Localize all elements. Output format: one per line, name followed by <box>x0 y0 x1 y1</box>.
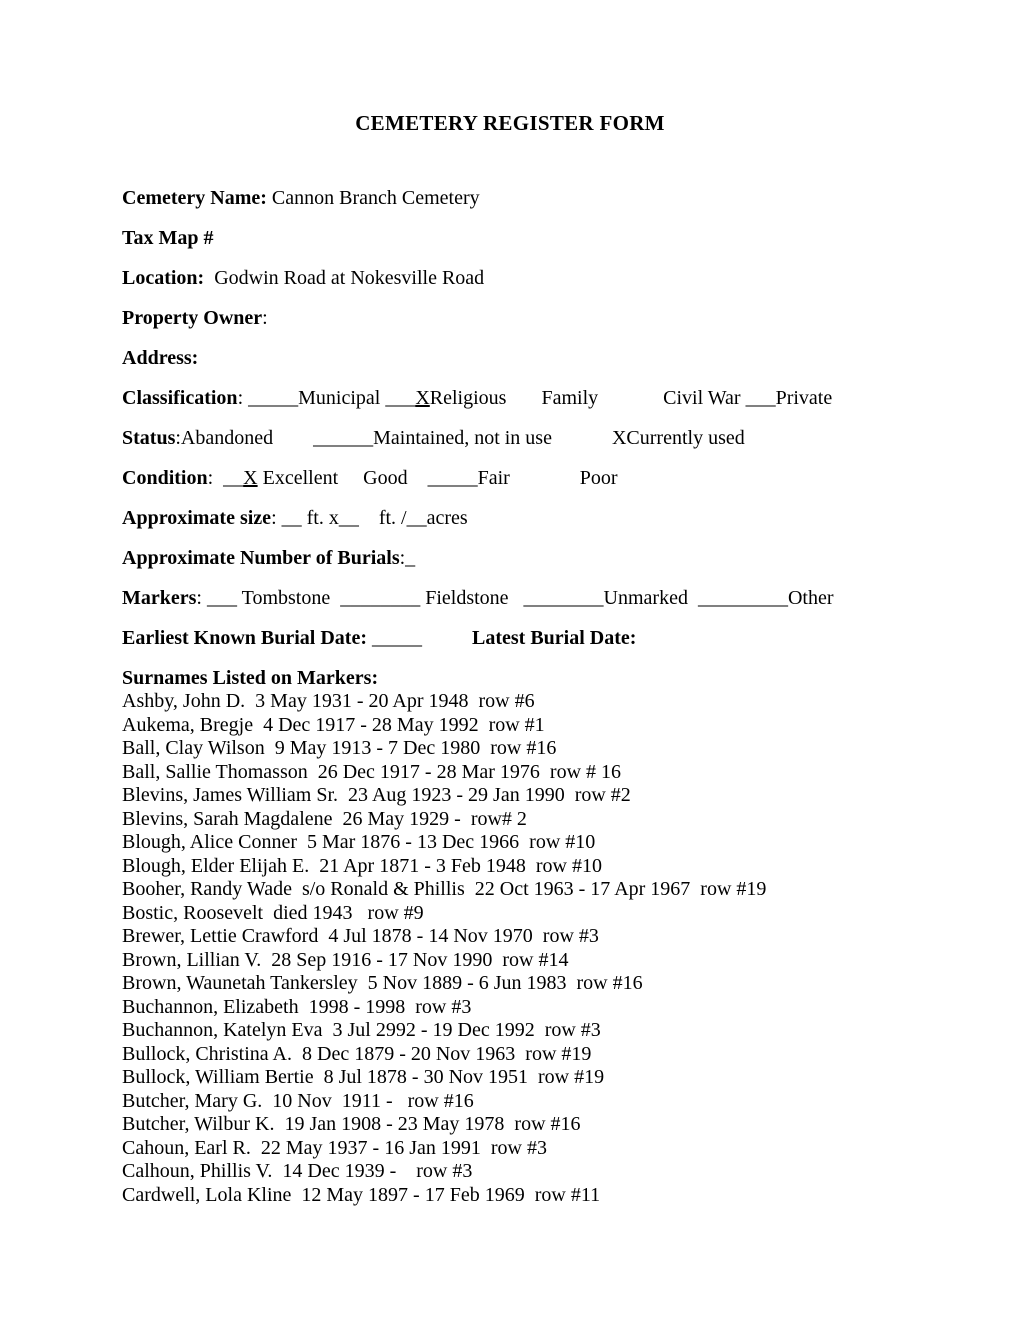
field-label: Approximate size <box>122 507 272 529</box>
surnames-heading: Surnames Listed on Markers: <box>122 667 379 689</box>
surnames-section <box>122 666 930 1207</box>
surname-entry: Buchannon, Elizabeth 1998 - 1998 row #3 <box>122 995 472 1018</box>
surname-entry: Ball, Clay Wilson 9 May 1913 - 7 Dec 1980 row #16 <box>122 737 557 759</box>
surname-entry: Buchannon, Katelyn Eva 3 Jul 2992 - 19 Dec 1992 row #3 <box>122 1019 601 1041</box>
field-label: Markers <box>122 587 197 609</box>
field-label: Earliest Known Burial Date: <box>122 627 367 649</box>
surname-entry: Aukema, Bregje 4 Dec 1917 - 28 May 1992 row #1 <box>122 713 545 736</box>
surname-entry: Brewer, Lettie Crawford 4 Jul 1878 - 14 Nov 1970 row #3 <box>122 925 599 947</box>
surname-entry: Butcher, Wilbur K. 19 Jan 1908 - 23 May 1978 row #16 <box>122 1113 581 1135</box>
surname-entry: Bullock, Christina A. 8 Dec 1879 - 20 Nov 1963 row #19 <box>122 1042 592 1065</box>
form-line-location <box>122 266 930 290</box>
form-line-markers <box>122 586 930 610</box>
field-value: : __ ft. x__ ft. /__acres <box>271 507 468 529</box>
surname-entry: Bullock, William Bertie 8 Jul 1878 - 30 Nov 1951 row #19 <box>122 1066 605 1088</box>
field-value: :_ <box>399 547 416 569</box>
field-label: Address: <box>122 347 199 369</box>
field-label: Location: <box>122 267 205 289</box>
field-value: : ___ Tombstone ________ Fieldstone ________Unmarked _________Other <box>196 587 834 609</box>
surname-entry: Blevins, James William Sr. 23 Aug 1923 - 29 Jan 1990 row #2 <box>122 784 631 806</box>
field-label: Cemetery Name: <box>122 187 267 209</box>
surname-entry: Bostic, Roosevelt died 1943 row #9 <box>122 901 424 924</box>
form-line-approximate-burials <box>122 546 930 570</box>
form-line-classification <box>122 386 930 410</box>
surname-entry: Calhoun, Phillis V. 14 Dec 1939 - row #3 <box>122 1160 473 1182</box>
form-line-approximate-size <box>122 506 930 530</box>
field-value: : <box>262 307 268 329</box>
field-label: Latest Burial Date: <box>472 627 637 649</box>
checked-x-mark: X <box>415 387 430 409</box>
surname-entry: Brown, Waunetah Tankersley 5 Nov 1889 - 6 Jun 1983 row #16 <box>122 972 643 994</box>
surname-entry: Cardwell, Lola Kline 12 May 1897 - 17 Feb 1969 row #11 <box>122 1183 601 1206</box>
field-label: Property Owner <box>122 307 263 329</box>
field-label: Tax Map # <box>122 227 214 249</box>
page-title: CEMETERY REGISTER FORM <box>355 111 665 135</box>
checked-x-mark: X <box>243 467 258 489</box>
surname-entry: Ashby, John D. 3 May 1931 - 20 Apr 1948 row #6 <box>122 690 535 712</box>
surname-entry: Brown, Lillian V. 28 Sep 1916 - 17 Nov 1990 row #14 <box>122 948 569 971</box>
form-line-condition <box>122 466 930 490</box>
form-fields <box>122 186 930 650</box>
form-line-burial-dates <box>122 626 930 650</box>
surname-entry: Blough, Elder Elijah E. 21 Apr 1871 - 3 Feb 1948 row #10 <box>122 854 602 877</box>
form-content <box>122 186 930 1207</box>
surname-entry: Ball, Sallie Thomasson 26 Dec 1917 - 28 Mar 1976 row # 16 <box>122 760 622 783</box>
field-label: Classification <box>122 387 238 409</box>
field-value: Cannon Branch Cemetery <box>266 187 480 209</box>
surname-entry: Butcher, Mary G. 10 Nov 1911 - row #16 <box>122 1089 474 1112</box>
field-value: Excellent Good _____Fair Poor <box>257 467 618 489</box>
form-line-tax-map <box>122 226 930 250</box>
form-line-property-owner <box>122 306 930 330</box>
form-line-status <box>122 426 930 450</box>
field-value: : _____Municipal ___ <box>237 387 416 409</box>
field-value: :Abandoned ______Maintained, not in use XCurrently used <box>175 427 745 449</box>
field-label: Condition <box>122 467 208 489</box>
field-label: Status <box>122 427 176 449</box>
field-value: Religious Family Civil War ___Private <box>429 387 833 409</box>
surname-entry: Blough, Alice Conner 5 Mar 1876 - 13 Dec 1966 row #10 <box>122 831 596 853</box>
surname-entry: Cahoun, Earl R. 22 May 1937 - 16 Jan 1991 row #3 <box>122 1136 547 1159</box>
surname-entry: Booher, Randy Wade s/o Ronald & Phillis 22 Oct 1963 - 17 Apr 1967 row #19 <box>122 878 767 900</box>
form-line-address <box>122 346 930 370</box>
surname-entry: Blevins, Sarah Magdalene 26 May 1929 - row# 2 <box>122 807 527 830</box>
field-value: Godwin Road at Nokesville Road <box>204 267 485 289</box>
field-label: Approximate Number of Burials <box>122 547 400 569</box>
field-value: _____ <box>367 627 472 649</box>
surname-list <box>122 690 930 1207</box>
field-value: : __ <box>207 467 244 489</box>
form-line-cemetery-name <box>122 186 930 210</box>
